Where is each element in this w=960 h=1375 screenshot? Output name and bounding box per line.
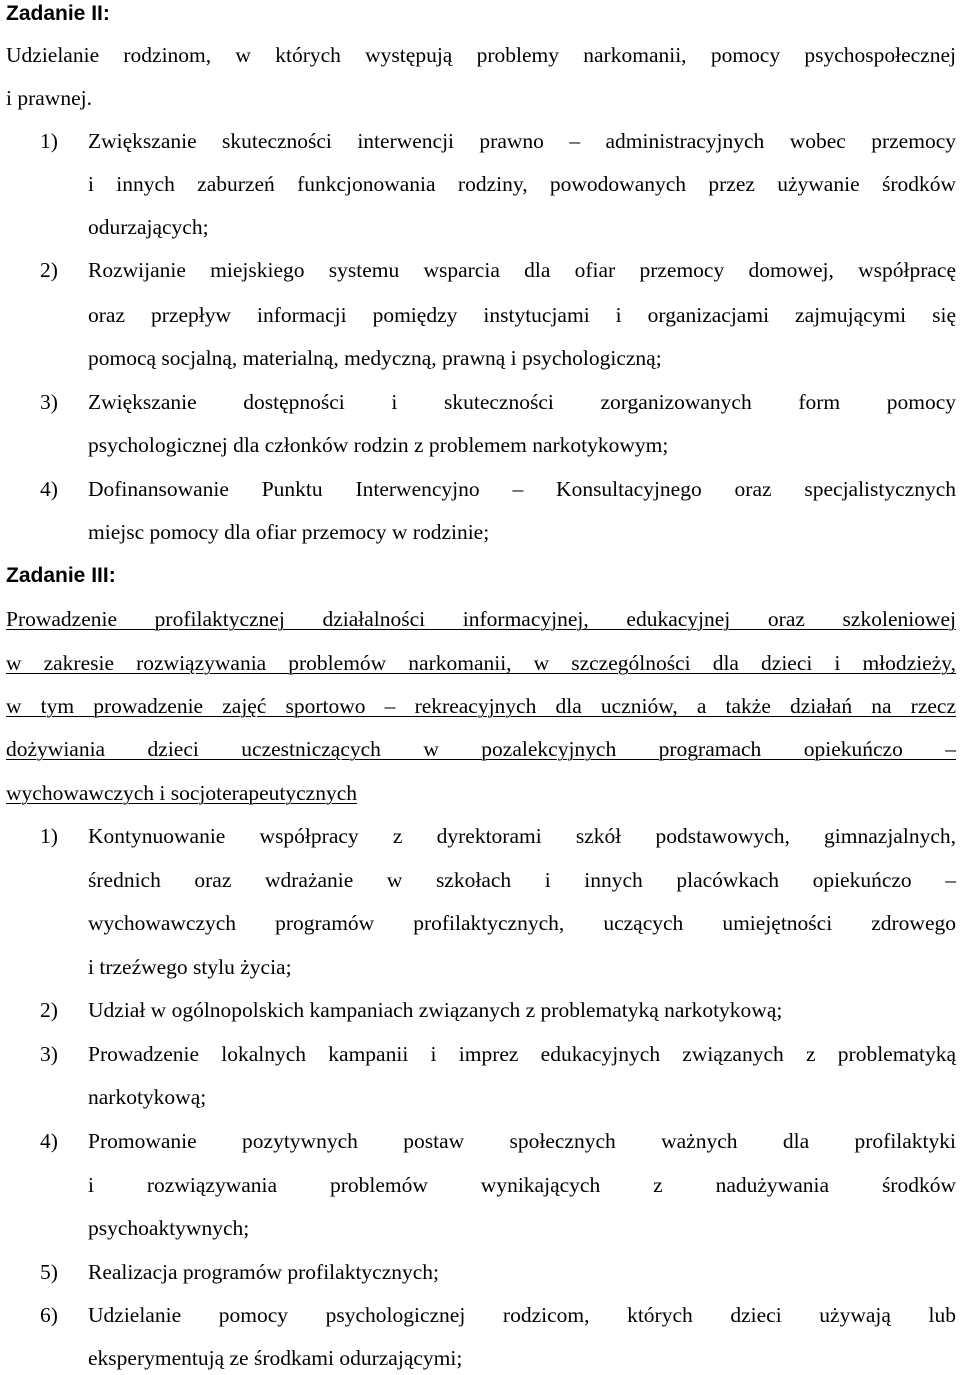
section-heading-zadanie-3: Zadanie III: bbox=[6, 564, 116, 587]
section-intro-line: w tym prowadzenie zajęć sportowo – rekreacyjnych dla uczniów, a także działań na rzecz bbox=[6, 694, 956, 718]
list-item-line: miejsc pomocy dla ofiar przemocy w rodzinie; bbox=[88, 520, 490, 544]
list-item-line: Promowanie pozytywnych postaw społecznych ważnych dla profilaktyki bbox=[88, 1129, 956, 1153]
list-item-line: Udzielanie pomocy psychologicznej rodzicom, których dzieci używają lub bbox=[88, 1303, 956, 1327]
list-item-line: Dofinansowanie Punktu Interwencyjno – Konsultacyjnego oraz specjalistycznych bbox=[88, 477, 956, 501]
list-item-line: odurzających; bbox=[88, 215, 209, 239]
list-item-number: 2) bbox=[40, 998, 58, 1022]
section-intro-line: Udzielanie rodzinom, w których występują problemy narkomanii, pomocy psychospołecznej bbox=[6, 43, 956, 67]
section-intro-line: w zakresie rozwiązywania problemów narkomanii, w szczególności dla dzieci i młodzieży, bbox=[6, 651, 956, 675]
list-item-line: Kontynuowanie współpracy z dyrektorami szkół podstawowych, gimnazjalnych, bbox=[88, 824, 956, 848]
section-intro-line: i prawnej. bbox=[6, 86, 92, 110]
list-item-line: Rozwijanie miejskiego systemu wsparcia dla ofiar przemocy domowej, współpracę bbox=[88, 258, 956, 282]
list-item-line: i rozwiązywania problemów wynikających z nadużywania środków bbox=[88, 1173, 956, 1197]
list-item-number: 4) bbox=[40, 1129, 58, 1153]
list-item-line: eksperymentują ze środkami odurzającymi; bbox=[88, 1346, 463, 1370]
list-item-line: Prowadzenie lokalnych kampanii i imprez edukacyjnych związanych z problematyką bbox=[88, 1042, 956, 1066]
section-intro-line: dożywiania dzieci uczestniczących w pozalekcyjnych programach opiekuńczo – bbox=[6, 737, 956, 761]
list-item-number: 4) bbox=[40, 477, 58, 501]
list-item-line: Udział w ogólnopolskich kampaniach związanych z problematyką narkotykową; bbox=[88, 998, 783, 1022]
list-item-line: Zwiększanie dostępności i skuteczności zorganizowanych form pomocy bbox=[88, 390, 956, 414]
list-item-line: Realizacja programów profilaktycznych; bbox=[88, 1260, 440, 1284]
list-item-number: 6) bbox=[40, 1303, 58, 1327]
list-item-number: 1) bbox=[40, 824, 58, 848]
list-item-line: średnich oraz wdrażanie w szkołach i innych placówkach opiekuńczo – bbox=[88, 868, 956, 892]
list-item-number: 3) bbox=[40, 1042, 58, 1066]
list-item-line: psychologicznej dla członków rodzin z problemem narkotykowym; bbox=[88, 433, 669, 457]
list-item-number: 5) bbox=[40, 1260, 58, 1284]
section-heading-zadanie-2: Zadanie II: bbox=[6, 2, 110, 25]
list-item-line: i innych zaburzeń funkcjonowania rodziny, powodowanych przez używanie środków bbox=[88, 172, 956, 196]
list-item-line: wychowawczych programów profilaktycznych, uczących umiejętności zdrowego bbox=[88, 911, 956, 935]
list-item-line: Zwiększanie skuteczności interwencji prawno – administracyjnych wobec przemocy bbox=[88, 129, 956, 153]
list-item-line: pomocą socjalną, materialną, medyczną, prawną i psychologiczną; bbox=[88, 346, 662, 370]
list-item-line: psychoaktywnych; bbox=[88, 1216, 250, 1240]
section-intro-line: Prowadzenie profilaktycznej działalności informacyjnej, edukacyjnej oraz szkoleniowej bbox=[6, 607, 956, 631]
list-item-number: 1) bbox=[40, 129, 58, 153]
list-item-line: i trzeźwego stylu życia; bbox=[88, 955, 292, 979]
list-item-line: oraz przepływ informacji pomiędzy instytucjami i organizacjami zajmującymi się bbox=[88, 303, 956, 327]
list-item-number: 3) bbox=[40, 390, 58, 414]
list-item-line: narkotykową; bbox=[88, 1085, 207, 1109]
list-item-number: 2) bbox=[40, 258, 58, 282]
section-intro-line: wychowawczych i socjoterapeutycznych bbox=[6, 781, 358, 805]
